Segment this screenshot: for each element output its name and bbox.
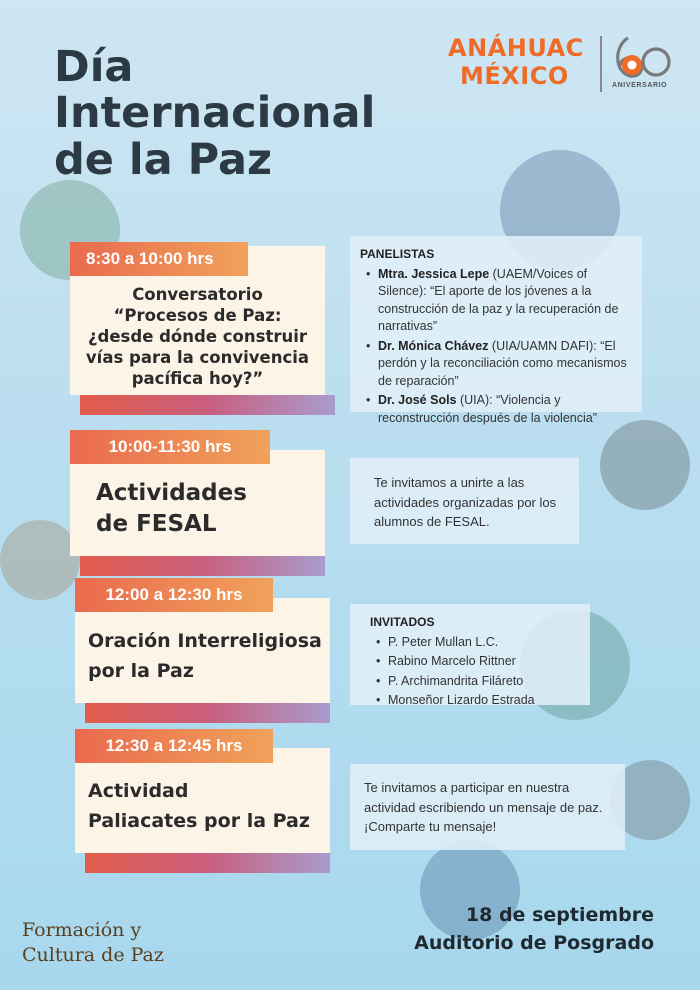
session-card-3 <box>75 598 330 703</box>
title-line: de FESAL <box>96 510 217 537</box>
session-title <box>88 626 322 687</box>
title-line: Paliacates por la Paz <box>88 810 310 833</box>
title-line: por la Paz <box>88 660 194 683</box>
title-line: Día <box>54 42 134 92</box>
logo-anniversary-label: ANIVERSARIO <box>612 82 668 89</box>
panelist-topic: (UIA/UAMN DAFI): “El perdón y la reconciliación como mecanismos de reparación” <box>378 338 627 388</box>
panelists-box <box>350 236 642 425</box>
list-item: • Monseñor Lizardo Estrada <box>370 692 580 710</box>
organizer-line: Cultura de Paz <box>22 943 164 966</box>
session-time-badge: 10:00-11:30 hrs <box>70 430 270 464</box>
bg-figure <box>600 420 690 510</box>
session-time-badge: 12:30 a 12:45 hrs <box>75 729 273 763</box>
panelists-list <box>360 266 630 428</box>
list-item: • Rabino Marcelo Rittner <box>370 653 580 671</box>
guests-list <box>370 634 580 710</box>
event-details <box>414 902 654 957</box>
session-time-badge: 8:30 a 10:00 hrs <box>70 242 248 276</box>
title-line: Actividad <box>88 780 189 802</box>
organizer-line: Formación y <box>22 919 142 941</box>
panelist-topic: (UAEM/Voices of Silence): “El aporte de los jóvenes a la construcción de la paz y la recuperación de narrativas” <box>378 266 619 334</box>
info-text: Te invitamos a unirte a las actividades organizadas por los alumnos de FESAL. <box>374 475 557 529</box>
panelist-name: Dr. José Sols <box>378 393 457 408</box>
card-shadow <box>80 395 335 415</box>
session-title <box>96 478 247 539</box>
panelists-heading: PANELISTAS <box>360 247 435 261</box>
title-line: Actividades <box>96 480 247 506</box>
page-title <box>54 44 375 183</box>
list-item <box>360 392 630 427</box>
list-item <box>360 338 630 391</box>
session-time-badge: 12:00 a 12:30 hrs <box>75 578 273 612</box>
logo-word-anahuac: ANÁHUAC <box>448 34 584 62</box>
logo-divider <box>600 36 602 92</box>
logo-word-mexico: MÉXICO <box>460 62 569 90</box>
organizer-logo <box>22 918 164 967</box>
guests-box <box>350 604 590 708</box>
bg-figure <box>0 520 80 600</box>
panelist-name: Mtra. Jessica Lepe <box>378 266 490 281</box>
session-card-4 <box>75 748 330 853</box>
fesal-info-box <box>350 458 579 544</box>
session-title <box>88 776 310 837</box>
panelist-topic: (UIA): “Violencia y reconstrucción después de la violencia” <box>378 393 597 425</box>
card-shadow <box>85 853 330 873</box>
card-shadow <box>85 703 330 723</box>
list-item: • P. Peter Mullan L.C. <box>370 634 580 652</box>
sixty-anniversary-icon <box>608 32 678 84</box>
title-line: de la Paz <box>54 134 273 185</box>
panelist-name: Dr. Mónica Chávez <box>378 338 489 353</box>
info-text: Te invitamos a participar en nuestra actividad escribiendo un mensaje de paz. ¡Comparte tu mensaje! <box>364 780 603 834</box>
title-line: Internacional <box>54 88 376 139</box>
session-card-2 <box>70 450 325 556</box>
paliacates-info-box <box>350 764 625 850</box>
event-date: 18 de septiembre <box>465 904 654 926</box>
guests-heading: INVITADOS <box>370 615 435 629</box>
session-title: Conversatorio “Procesos de Paz: ¿desde dónde construir vías para la convivencia pacífica hoy?” <box>85 285 310 389</box>
card-shadow <box>80 556 325 576</box>
event-venue: Auditorio de Posgrado <box>414 931 654 954</box>
list-item: • P. Archimandrita Filáreto <box>370 673 580 691</box>
anahuac-logo <box>448 32 678 96</box>
title-line: Oración Interreligiosa <box>88 630 322 652</box>
list-item <box>360 266 630 336</box>
